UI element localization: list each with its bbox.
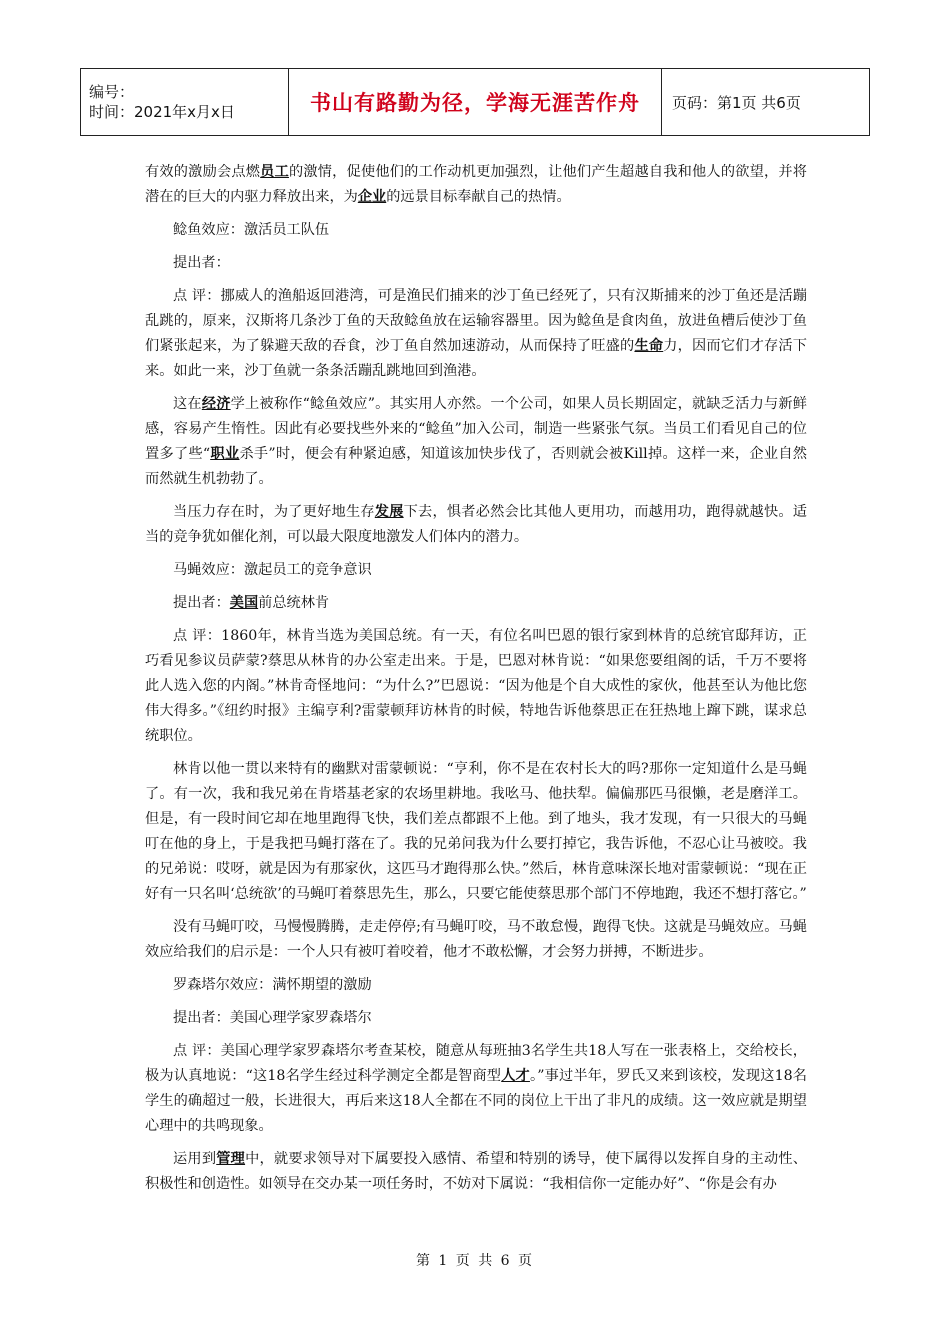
- text-span: 这在: [173, 396, 202, 412]
- paragraph: [145, 500, 807, 550]
- keyword-link[interactable]: 发展: [374, 504, 404, 520]
- keyword-link[interactable]: 美国: [229, 595, 259, 611]
- text-span: 前总统林肯: [258, 595, 330, 611]
- keyword-link[interactable]: 企业: [357, 189, 387, 205]
- proposer-line: [145, 591, 807, 616]
- text-span: 点 评：挪威人的渔船返回港湾，可是渔民们捕来的沙丁鱼已经死了，只有汉斯捕来的沙丁鱼还是活蹦乱跳的，原来，汉斯将几条沙丁鱼的天敌鲶鱼放在运输容器里。因为鲶鱼是食肉鱼，放进鱼槽后使沙丁鱼们紧张起来，为了躲避天敌的吞食，沙丁鱼自然加速游动，从而保持了旺盛的: [145, 288, 807, 354]
- text-span: 的激情，促使他们的工作动机更加强烈，让他们产生超越自我和他人的欲望，并将潜在的巨大的内驱力释放出来，为: [145, 164, 807, 205]
- text-span: 点 评：美国心理学家罗森塔尔考查某校，随意从每班抽3名学生共18人写在一张表格上，交给校长，极为认真地说：“这18名学生经过科学测定全都是智商型: [145, 1043, 807, 1084]
- text-span: 力，因而它们才存活下来。如此一来，沙丁鱼就一条条活蹦乱跳地回到渔港。: [145, 338, 807, 379]
- keyword-link[interactable]: 管理: [216, 1151, 246, 1167]
- proposer-line: 提出者：美国心理学家罗森塔尔: [173, 1010, 372, 1026]
- paragraph: [145, 1039, 807, 1139]
- paragraph: [145, 284, 807, 384]
- text-span: 运用到: [173, 1151, 217, 1167]
- paragraph: 林肯以他一贯以来特有的幽默对雷蒙顿说：“亨利，你不是在农村长大的吗?那你一定知道什么是马蝇了。有一次，我和我兄弟在肯塔基老家的农场里耕地。我吆马、他扶犁。偏偏那匹马很懒，老是磨洋工。但是，有一段时间它却在地里跑得飞快，我们差点都跟不上他。到了地头，我才发现，有一只很大的马蝇叮在他的身上，于是我把马蝇打落在了。我的兄弟问我为什么要打掉它，我告诉他，不忍心让马被咬。我的兄弟说：哎呀，就是因为有那家伙，这匹马才跑得那么快。”然后，林肯意味深长地对雷蒙顿说：“现在正好有一只名叫‘总统欲’的马蝇叮着蔡思先生，那么，只要它能使蔡思那个部门不停地跑，我还不想打落它。”: [145, 761, 807, 902]
- section-heading: 罗森塔尔效应：满怀期望的激励: [173, 977, 372, 993]
- text-span: 中，就要求领导对下属要投入感情、希望和特别的诱导，使下属得以发挥自身的主动性、积极性和创造性。如领导在交办某一项任务时，不妨对下属说：“我相信你一定能办好”、“你是会有办: [145, 1151, 807, 1192]
- keyword-link[interactable]: 经济: [201, 396, 231, 412]
- header-table: [80, 68, 870, 136]
- header-motto: 书山有路勤为径，学海无涯苦作舟: [289, 69, 662, 136]
- paragraph: [145, 160, 807, 210]
- document-date: 时间：2021年x月x日: [89, 103, 235, 121]
- keyword-link[interactable]: 生命: [634, 338, 664, 354]
- text-span: 。”事过半年，罗氏又来到该校，发现这18名学生的确超过一般，长进很大，再后来这18人全都在不同的岗位上干出了非凡的成绩。这一效应就是期望心理中的共鸣现象。: [145, 1068, 807, 1134]
- section-heading: 鲶鱼效应：激活员工队伍: [173, 222, 330, 238]
- text-span: 提出者：: [173, 595, 230, 611]
- text-span: 的远景目标奉献自己的热情。: [386, 189, 571, 205]
- text-span: 当压力存在时，为了更好地生存: [173, 504, 375, 520]
- page-footer: 第 1 页 共 6 页: [415, 1253, 535, 1269]
- paragraph: 点 评：1860年，林肯当选为美国总统。有一天，有位名叫巴恩的银行家到林肯的总统官邸拜访，正巧看见参议员萨蒙?蔡思从林肯的办公室走出来。于是，巴恩对林肯说：“如果您要组阁的话，千万不要将此人选入您的内阁。”林肯奇怪地问：“为什么?”巴恩说：“因为他是个自大成性的家伙，他甚至认为他比您伟大得多。”《纽约时报》主编亨利?雷蒙顿拜访林肯的时候，特地告诉他蔡思正在狂热地上蹿下跳，谋求总统职位。: [145, 628, 807, 744]
- paragraph: [145, 392, 807, 492]
- text-span: 有效的激励会点燃: [145, 164, 261, 180]
- text-span: 下去，惧者必然会比其他人更用功，而越用功，跑得就越快。适当的竞争犹如催化剂，可以最大限度地激发人们体内的潜力。: [145, 504, 807, 545]
- section-heading: 马蝇效应：激起员工的竞争意识: [173, 562, 372, 578]
- document-number-label: 编号：: [89, 83, 135, 101]
- keyword-link[interactable]: 员工: [260, 164, 289, 180]
- keyword-link[interactable]: 人才: [501, 1068, 530, 1084]
- header-page-info: 页码：第1页 共6页: [662, 69, 870, 136]
- paragraph: [145, 1147, 807, 1197]
- proposer-line: 提出者：: [173, 255, 230, 271]
- text-span: 杀手”时，便会有种紧迫感，知道该加快步伐了，否则就会被Kill掉。这样一来，企业自然而然就生机勃勃了。: [145, 446, 807, 487]
- keyword-link[interactable]: 职业: [210, 446, 240, 462]
- document-body: [145, 160, 807, 1205]
- text-span: 学上被称作“鲶鱼效应”。其实用人亦然。一个公司，如果人员长期固定，就缺乏活力与新鲜感，容易产生惰性。因此有必要找些外来的“鲶鱼”加入公司，制造一些紧张气氛。当员工们看见自己的位置多了些“: [145, 396, 807, 462]
- header-meta: [81, 69, 289, 136]
- paragraph: 没有马蝇叮咬，马慢慢腾腾，走走停停;有马蝇叮咬，马不敢怠慢，跑得飞快。这就是马蝇效应。马蝇效应给我们的启示是：一个人只有被叮着咬着，他才不敢松懈，才会努力拼搏，不断进步。: [145, 919, 807, 960]
